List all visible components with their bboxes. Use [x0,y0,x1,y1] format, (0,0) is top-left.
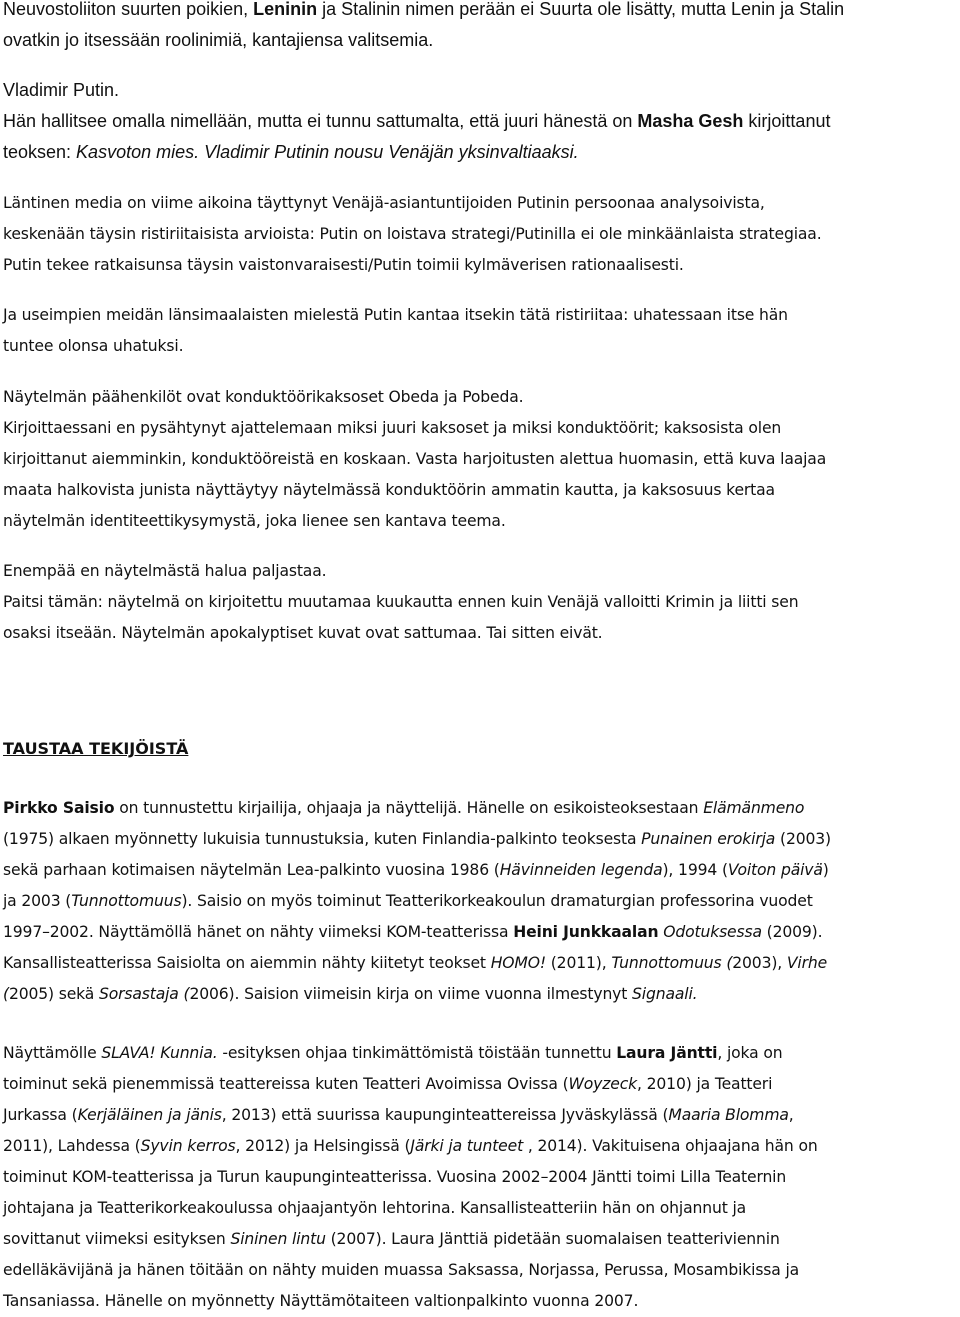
paragraph-line: kirjoittanut aiemminkin, konduktööreistä en koskaan. Vasta harjoitusten alettua huomasin, että kuva laajaa [3,450,827,468]
text-run: 2011), Lahdessa ( [3,1137,141,1155]
text-run: ) [822,861,829,879]
heading-text: TAUSTAA TEKIJÖISTÄ [3,739,189,758]
paragraph-line: Paitsi tämän: näytelmä on kirjoitettu muutamaa kuukautta ennen kuin Venäjä valloitti Krimin ja liitti sen [3,593,799,611]
text-run: , joka on [717,1044,783,1062]
jantti-paragraph [3,1038,955,1317]
intro-line-2: ovatkin jo itsessään roolinimiä, kantajiensa valitsemia. [3,30,434,50]
play-paragraph [3,382,955,537]
italic-title: Sorsastaja ( [99,985,190,1003]
italic-title: Syvin kerros [140,1137,236,1155]
italic-title: HOMO! [490,954,546,972]
paragraph-line: Näytelmän päähenkilöt ovat konduktöörikaksoset Obeda ja Pobeda. [3,388,524,406]
text-run: , 2010) ja Teatteri [637,1075,773,1093]
paragraph-line [3,855,955,886]
paragraph-line: näytelmän identiteettikysymystä, joka lienee sen kantava teema. [3,512,506,530]
putin-line-2 [3,106,955,137]
italic-title: Woyzeck [568,1075,638,1093]
paragraph-line: Enempää en näytelmästä halua paljastaa. [3,562,327,580]
paragraph-line [3,1100,955,1131]
paragraph-line [3,1131,955,1162]
text-run: ), 1994 ( [662,861,728,879]
bold-name: Heini Junkkaalan [513,923,659,941]
text-run: , 2012) ja Helsingissä ( [235,1137,411,1155]
bold-lenin: Leninin [253,0,318,19]
western-view-paragraph [3,300,955,362]
paragraph-line: keskenään täysin ristiriitaisista arvioista: Putin on loistava strategi/Putinilla ei ole minkäänlaista strategiaa. [3,225,822,243]
text-run: Näyttämölle [3,1044,102,1062]
text-run: toiminut sekä pienemmissä teattereissa kuten Teatteri Avoimissa Ovissa ( [3,1075,569,1093]
text-run: Neuvostoliiton suurten poikien, [3,0,254,19]
paragraph-line: edelläkävijänä ja hänen töitään on nähty muiden muassa Saksassa, Norjassa, Perussa, Mosambikissa ja [3,1261,800,1279]
putin-paragraph [3,75,955,168]
reveal-paragraph [3,556,955,649]
paragraph-line: Tansaniassa. Hänelle on myönnetty Näyttämötaiteen valtionpalkinto vuonna 2007. [3,1292,639,1310]
text-run: , 2014). Vakituisena ohjaajana hän on [523,1137,818,1155]
paragraph-line [3,1224,955,1255]
italic-title: SLAVA! Kunnia. [101,1044,218,1062]
paragraph-line [3,1069,955,1100]
italic-title: Tunnottomuus [71,892,182,910]
italic-title: Tunnottomuus ( [611,954,733,972]
bold-author: Masha Gesh [637,111,744,131]
paragraph-line: osaksi itseään. Näytelmän apokalyptiset kuvat ovat sattumaa. Tai sitten eivät. [3,624,603,642]
text-run: (2011), [545,954,612,972]
italic-title: Odotuksessa [663,923,762,941]
paragraph-line [3,979,955,1010]
paragraph-line [3,886,955,917]
section-heading [3,733,955,764]
intro-paragraph [3,0,955,56]
italic-title: Järki ja tunteet [410,1137,524,1155]
text-run: Hän hallitsee omalla nimellään, mutta ei tunnu sattumalta, että juuri hänestä on [3,111,638,131]
italic-title: Virhe [786,954,828,972]
western-media-paragraph [3,188,955,281]
paragraph-line: tuntee olonsa uhatuksi. [3,337,184,355]
text-run: (2003) [775,830,831,848]
text-run: Jurkassa ( [3,1106,78,1124]
paragraph-line [3,824,955,855]
text-run: sekä parhaan kotimaisen näytelmän Lea-palkinto vuosina 1986 ( [3,861,500,879]
paragraph-line [3,917,955,948]
text-run: 1997–2002. Näyttämöllä hänet on nähty viimeksi KOM-teatterissa [3,923,514,941]
paragraph-line [3,793,955,824]
text-run: 2005) sekä [8,985,99,1003]
italic-title: Elämänmeno [703,799,805,817]
text-run: , [788,1106,794,1124]
bold-name: Pirkko Saisio [3,799,115,817]
text-run: kirjoittanut [743,111,831,131]
saisio-paragraph [3,793,955,1010]
text-run: (2007). Laura Jänttiä pidetään suomalaisen teatteriviennin [325,1230,780,1248]
text-run: ). Saisio on myös toiminut Teatterikorkeakoulun dramaturgian professorina vuodet [181,892,813,910]
text-run: teoksen: [3,142,77,162]
paragraph-line [3,1038,955,1069]
text-run: ja Stalinin nimen perään ei Suurta ole lisätty, mutta Lenin ja Stalin [317,0,845,19]
paragraph-line: maata halkovista junista näyttäytyy näytelmässä konduktöörin ammatin kautta, ja kaksosuus kertaa [3,481,775,499]
text-run: , 2013) että suurissa kaupunginteattereissa Jyväskylässä ( [221,1106,669,1124]
italic-title: Signaali. [632,985,698,1003]
italic-title: Sininen lintu [230,1230,326,1248]
paragraph-line: Putin tekee ratkaisunsa täysin vaistonvaraisesti/Putin toimii kylmäverisen rationaalisesti. [3,256,684,274]
text-run: -esityksen ohjaa tinkimättömistä töistään tunnettu [217,1044,617,1062]
text-run: Kansallisteatterissa Saisiolta on aiemmin nähty kiitetyt teokset [3,954,491,972]
text-run: ja 2003 ( [3,892,72,910]
text-run: (1975) alkaen myönnetty lukuisia tunnustuksia, kuten Finlandia-palkinto teoksesta [3,830,642,848]
putin-line-3 [3,137,955,168]
bold-name: Laura Jäntti [616,1044,718,1062]
italic-title: Maaria Blomma [668,1106,789,1124]
text-run: 2003), [732,954,787,972]
text-run: sovittanut viimeksi esityksen [3,1230,231,1248]
text-run: (2009). [761,923,823,941]
italic-title: ( [3,985,9,1003]
paragraph-line: johtajana ja Teatterikorkeakoulussa ohjaajantyön lehtorina. Kansallisteatteriin hän on ohjannut ja [3,1199,747,1217]
text-run: on tunnustettu kirjailija, ohjaaja ja näyttelijä. Hänelle on esikoisteoksestaan [114,799,704,817]
paragraph-line: Läntinen media on viime aikoina täyttynyt Venäjä-asiantuntijoiden Putinin persoonaa analysoivista, [3,194,765,212]
italic-title: Kerjäläinen ja jänis [77,1106,222,1124]
text-run: 2006). Saision viimeisin kirja on viime vuonna ilmestynyt [189,985,633,1003]
paragraph-line: toiminut KOM-teatterissa ja Turun kaupunginteatterissa. Vuosina 2002–2004 Jäntti toimi Lilla Teaternin [3,1168,787,1186]
italic-title: Hävinneiden legenda [499,861,663,879]
italic-title: Voiton päivä [727,861,823,879]
paragraph-line: Kirjoittaessani en pysähtynyt ajattelemaan miksi juuri kaksoset ja miksi konduktöörit; kaksosista olen [3,419,782,437]
intro-line-1 [3,0,955,25]
italic-title: Punainen erokirja [641,830,776,848]
paragraph-line [3,948,955,979]
putin-name-line: Vladimir Putin. [3,80,120,100]
italic-book-title: Kasvoton mies. Vladimir Putinin nousu Venäjän yksinvaltiaaksi. [76,142,579,162]
paragraph-line: Ja useimpien meidän länsimaalaisten mielestä Putin kantaa itsekin tätä ristiriitaa: uhatessaan itse hän [3,306,788,324]
